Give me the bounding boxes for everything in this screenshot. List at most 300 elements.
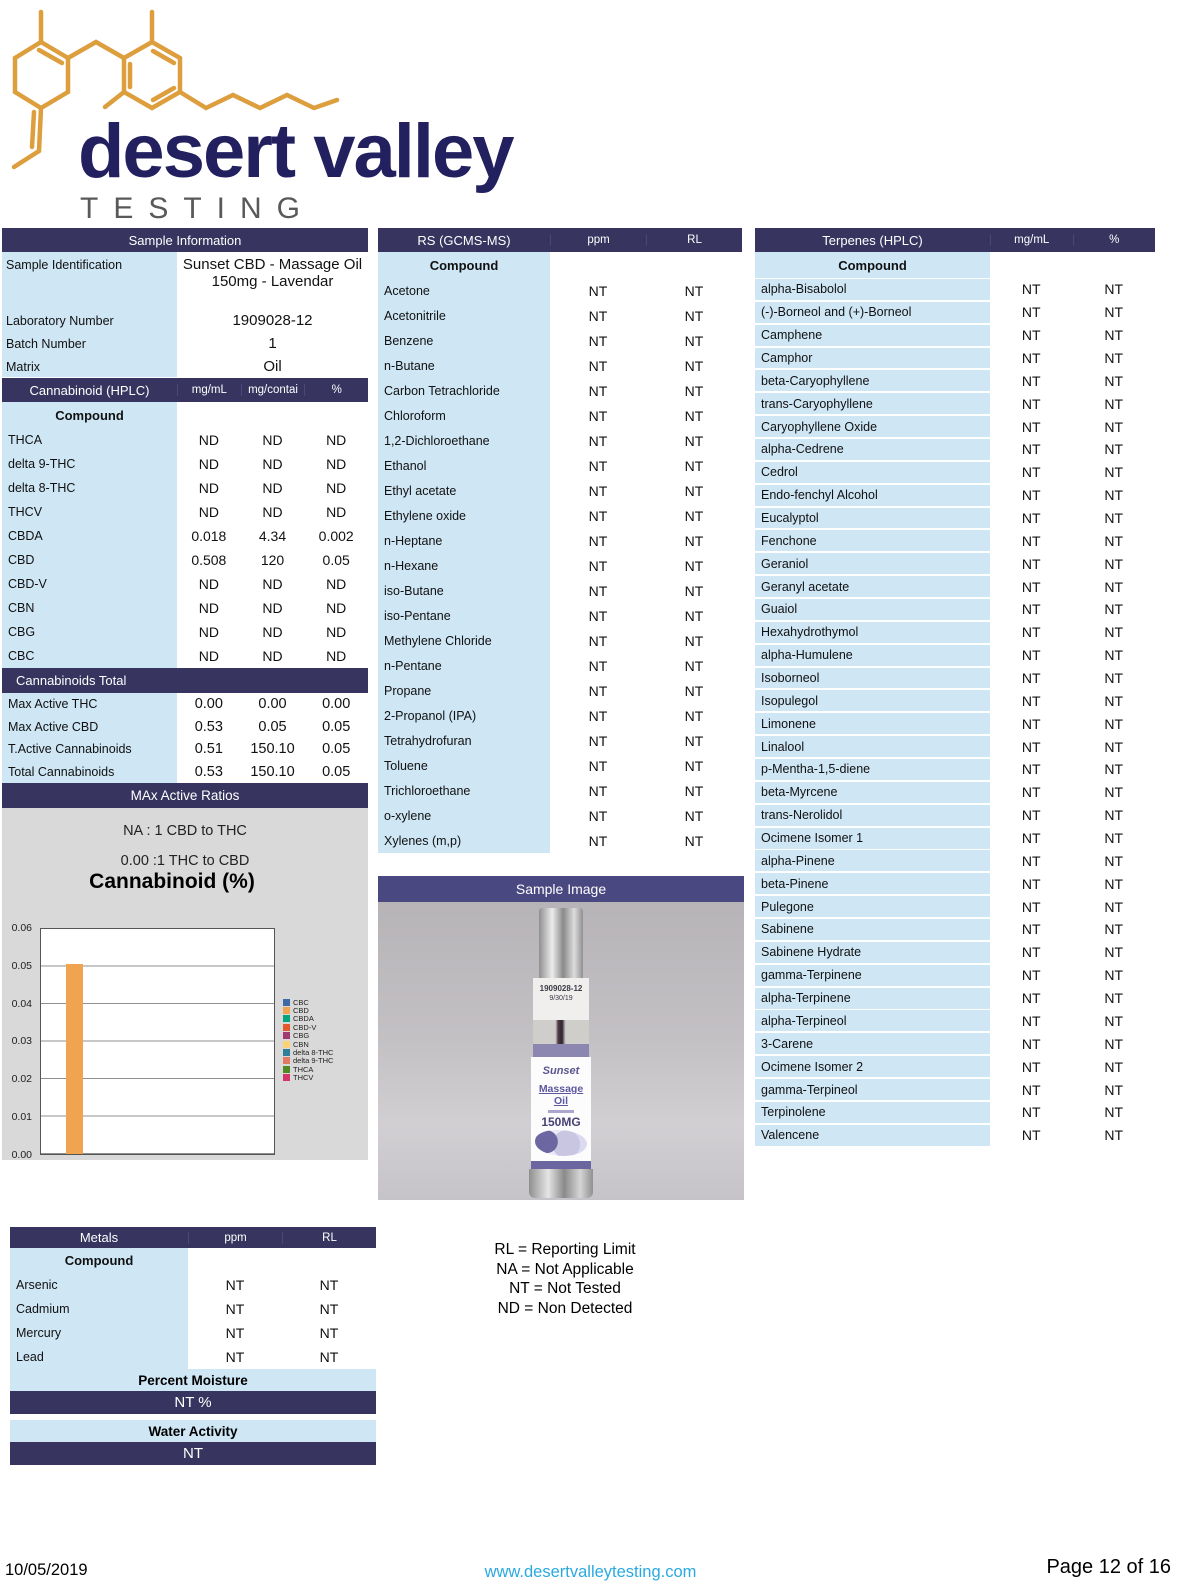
table-row [755, 347, 1155, 370]
mg-ml-cell: ND [198, 456, 219, 472]
chart-plot [40, 928, 275, 1155]
legend-label: CBDA [293, 1014, 314, 1024]
compound-cell: alpha-Cedrene [755, 439, 990, 460]
table-row [755, 598, 1155, 621]
table-row [378, 703, 742, 728]
table-row [378, 528, 742, 553]
abbreviation-line: NA = Not Applicable [496, 1260, 634, 1278]
compound-cell: trans-Nerolidol [755, 805, 990, 826]
table-row [10, 1345, 376, 1369]
mg-container-cell: 150.10 [250, 741, 295, 758]
mg-ml-cell: 0.53 [194, 763, 223, 780]
mg-ml-cell: ND [198, 576, 219, 592]
rl-cell: NT [684, 407, 704, 424]
cannabinoid-subheader [2, 402, 368, 428]
sample-info-row [2, 252, 368, 308]
bottle-date: 9/30/19 [549, 995, 573, 1002]
table-row [755, 712, 1155, 735]
rl-cell: NT [684, 282, 704, 299]
mg-ml-cell: NT [1021, 601, 1041, 618]
sample-info-value: 1 [268, 335, 277, 352]
compound-cell: 3-Carene [755, 1033, 990, 1054]
chart-legend [283, 998, 333, 1082]
compound-cell: Ethyl acetate [378, 478, 550, 503]
table-row [755, 644, 1155, 667]
sample-info-label: Batch Number [2, 331, 177, 354]
ppm-cell: NT [588, 482, 608, 499]
table-row [2, 452, 368, 476]
compound-cell: Geranyl acetate [755, 576, 990, 597]
table-row [755, 941, 1155, 964]
rl-cell: NT [684, 432, 704, 449]
compound-cell: alpha-Pinene [755, 850, 990, 871]
sample-info-value: Oil [263, 358, 282, 375]
percent-cell: NT [1104, 395, 1124, 412]
compound-cell: Fenchone [755, 530, 990, 551]
rl-cell: NT [319, 1325, 339, 1341]
table-row [755, 369, 1155, 392]
ppm-cell: NT [225, 1349, 245, 1365]
col-ppm: ppm [550, 234, 646, 246]
table-row [378, 478, 742, 503]
ppm-cell: NT [588, 432, 608, 449]
percent-cell: NT [1104, 784, 1124, 801]
rl-cell: NT [684, 582, 704, 599]
mg-container-cell: 4.34 [258, 528, 287, 544]
ppm-cell: NT [588, 582, 608, 599]
percent-cell: ND [326, 480, 347, 496]
percent-cell: NT [1104, 1127, 1124, 1144]
mg-ml-cell: ND [198, 600, 219, 616]
chart-title: Cannabinoid (%) [89, 870, 255, 893]
water-activity-value: NT [10, 1442, 376, 1465]
table-row [10, 1297, 376, 1321]
legend-swatch-icon [283, 1049, 290, 1056]
mg-ml-cell: ND [198, 648, 219, 664]
compound-cell: Methylene Chloride [378, 628, 550, 653]
legend-swatch-icon [283, 1041, 290, 1048]
mg-ml-cell: NT [1021, 350, 1041, 366]
percent-cell: NT [1104, 1035, 1124, 1052]
table-row [755, 392, 1155, 415]
compound-cell: delta 8-THC [2, 476, 177, 500]
mg-ml-cell: NT [1021, 464, 1041, 481]
compound-cell: CBG [2, 620, 177, 644]
terpenes-rows [755, 278, 1155, 1147]
table-row [2, 476, 368, 500]
table-row [755, 438, 1155, 461]
mg-ml-cell: NT [1021, 738, 1041, 755]
table-row [755, 895, 1155, 918]
table-row [378, 303, 742, 328]
percent-cell: NT [1104, 555, 1124, 572]
compound-cell: Carbon Tetrachloride [378, 378, 550, 403]
compound-cell: CBDA [2, 524, 177, 548]
metals-table [10, 1227, 376, 1465]
table-row [2, 500, 368, 524]
terpenes-title: Terpenes (HPLC) [822, 232, 923, 248]
mg-ml-cell: NT [1021, 1012, 1041, 1029]
table-row [755, 1078, 1155, 1101]
mg-ml-cell: ND [198, 504, 219, 520]
compound-cell: Camphene [755, 325, 990, 346]
table-row [755, 758, 1155, 781]
percent-cell: NT [1104, 967, 1124, 984]
percent-cell: NT [1104, 990, 1124, 1007]
legend-swatch-icon [283, 1024, 290, 1031]
compound-cell: Sabinene Hydrate [755, 942, 990, 963]
compound-cell: Limonene [755, 713, 990, 734]
mg-ml-cell: NT [1021, 807, 1041, 824]
ppm-cell: NT [588, 282, 608, 299]
table-row [378, 728, 742, 753]
col-rl: RL [282, 1232, 376, 1244]
percent-cell: NT [1104, 487, 1124, 504]
table-row [755, 964, 1155, 987]
percent-cell: 0.05 [322, 741, 351, 758]
residual-solvents-table [378, 228, 742, 853]
table-row [755, 689, 1155, 712]
table-row [755, 1032, 1155, 1055]
table-row [378, 653, 742, 678]
compound-cell: Terpinolene [755, 1102, 990, 1123]
rl-cell: NT [684, 607, 704, 624]
compound-cell: Pulegone [755, 896, 990, 917]
bottle-purple-band [533, 1044, 589, 1057]
chart-bar-CBD [66, 964, 83, 1155]
compound-cell: CBC [2, 644, 177, 668]
mg-ml-cell: ND [198, 624, 219, 640]
mg-ml-cell: 0.51 [194, 741, 223, 758]
col-mg-container: mg/contai [241, 384, 305, 396]
cannabinoid-rows [2, 428, 368, 668]
compound-subheader: Compound [10, 1248, 188, 1273]
compound-cell: Geraniol [755, 553, 990, 574]
compound-cell: Guaiol [755, 599, 990, 620]
percent-cell: NT [1104, 418, 1124, 435]
ppm-cell: NT [588, 332, 608, 349]
total-label-cell: Max Active CBD [2, 716, 177, 739]
bottle-strength: 150MG [541, 1115, 581, 1129]
table-row [378, 278, 742, 303]
table-row [10, 1273, 376, 1297]
mg-ml-cell: NT [1021, 578, 1041, 595]
total-label-cell: Total Cannabinoids [2, 761, 177, 784]
rl-cell: NT [684, 357, 704, 374]
table-row [2, 428, 368, 452]
page-number: Page 12 of 16 [1046, 1556, 1171, 1578]
compound-cell: Ocimene Isomer 2 [755, 1056, 990, 1077]
bottle-label [531, 1057, 591, 1161]
percent-cell: 0.05 [322, 552, 350, 568]
mg-ml-cell: NT [1021, 532, 1041, 549]
compound-cell: alpha-Terpinene [755, 988, 990, 1009]
mg-ml-cell: NT [1021, 898, 1041, 915]
table-row [755, 804, 1155, 827]
percent-cell: 0.05 [322, 763, 351, 780]
mg-container-cell: ND [262, 624, 283, 640]
cannabinoid-table-title: Cannabinoid (HPLC) [29, 382, 150, 398]
table-row [755, 735, 1155, 758]
ppm-cell: NT [588, 657, 608, 674]
ppm-cell: NT [225, 1301, 245, 1317]
mg-ml-cell: NT [1021, 1081, 1041, 1098]
compound-cell: beta-Pinene [755, 873, 990, 894]
rl-cell: NT [684, 757, 704, 774]
mg-ml-cell: 0.508 [191, 552, 227, 568]
bottle-cap [539, 908, 583, 978]
table-row [755, 1101, 1155, 1124]
percent-cell: NT [1104, 830, 1124, 847]
ppm-cell: NT [588, 382, 608, 399]
compound-cell: Chloroform [378, 403, 550, 428]
percent-cell: 0.00 [322, 696, 351, 713]
legend-entry [283, 1074, 333, 1082]
terpenes-subheader [755, 252, 1155, 278]
percent-cell: NT [1104, 647, 1124, 664]
compound-cell: o-xylene [378, 803, 550, 828]
logo [6, 4, 566, 226]
table-row [755, 278, 1155, 301]
ppm-cell: NT [588, 307, 608, 324]
max-active-ratios-header: MAx Active Ratios [2, 783, 368, 808]
sample-information-header [2, 228, 368, 252]
ppm-cell: NT [225, 1277, 245, 1293]
table-row [378, 353, 742, 378]
table-row [755, 529, 1155, 552]
table-row [755, 872, 1155, 895]
table-row [2, 596, 368, 620]
table-row [10, 1321, 376, 1345]
table-row [378, 678, 742, 703]
rl-cell: NT [684, 482, 704, 499]
mg-container-cell: ND [262, 648, 283, 664]
chart-y-axis: 0.06 0.05 0.04 0.03 0.02 0.01 0.00 [11, 922, 32, 1161]
compound-cell: trans-Caryophyllene [755, 393, 990, 414]
compound-cell: n-Butane [378, 353, 550, 378]
rl-cell: NT [319, 1277, 339, 1293]
compound-cell: CBD-V [2, 572, 177, 596]
compound-cell: Ethylene oxide [378, 503, 550, 528]
percent-cell: NT [1104, 350, 1124, 366]
percent-cell: ND [326, 648, 347, 664]
table-row [378, 578, 742, 603]
rl-cell: NT [684, 557, 704, 574]
percent-cell: NT [1104, 1104, 1124, 1121]
table-row [755, 1010, 1155, 1033]
abbreviation-line: ND = Non Detected [497, 1299, 633, 1317]
percent-cell: NT [1104, 761, 1124, 778]
sample-info-row [2, 331, 368, 354]
table-row [755, 621, 1155, 644]
sample-image-header: Sample Image [378, 876, 744, 902]
compound-subheader: Compound [755, 252, 990, 278]
percent-cell: 0.002 [318, 528, 354, 544]
legend-label: CBN [293, 1039, 309, 1049]
ppm-cell: NT [588, 757, 608, 774]
ppm-cell: NT [588, 782, 608, 799]
percent-cell: ND [326, 456, 347, 472]
compound-cell: gamma-Terpinene [755, 965, 990, 986]
metals-subheader [10, 1248, 376, 1273]
table-row [755, 461, 1155, 484]
mg-ml-cell: NT [1021, 1035, 1041, 1052]
percent-cell: NT [1104, 304, 1124, 321]
rl-cell: NT [684, 782, 704, 799]
compound-cell: Eucalyptol [755, 508, 990, 529]
bottle-brand: Sunset [542, 1065, 580, 1077]
table-row [378, 553, 742, 578]
table-row [755, 667, 1155, 690]
sample-info-row [2, 308, 368, 331]
metals-header [10, 1227, 376, 1248]
rs-header [378, 228, 742, 252]
table-row [755, 552, 1155, 575]
table-row [2, 693, 368, 716]
rl-cell: NT [684, 632, 704, 649]
ratio-line: 0.00 :1 THC to CBD [120, 853, 250, 869]
ppm-cell: NT [588, 632, 608, 649]
metals-title: Metals [79, 1230, 119, 1245]
mg-ml-cell: NT [1021, 944, 1041, 961]
mg-ml-cell: NT [1021, 624, 1041, 641]
table-row [378, 828, 742, 853]
legend-swatch-icon [283, 1007, 290, 1014]
percent-moisture-value: NT % [10, 1391, 376, 1414]
sample-info-label: Laboratory Number [2, 308, 177, 331]
compound-cell: 2-Propanol (IPA) [378, 703, 550, 728]
sample-info-label: Sample Identification [2, 252, 177, 308]
compound-cell: iso-Butane [378, 578, 550, 603]
rl-cell: NT [684, 507, 704, 524]
percent-cell: NT [1104, 464, 1124, 481]
compound-cell: Acetonitrile [378, 303, 550, 328]
col-rl: RL [646, 234, 742, 246]
table-row [378, 778, 742, 803]
compound-cell: alpha-Humulene [755, 645, 990, 666]
table-row [755, 918, 1155, 941]
cannabinoid-table [2, 378, 368, 668]
compound-cell: Endo-fenchyl Alcohol [755, 485, 990, 506]
percent-cell: NT [1104, 510, 1124, 527]
report-date: 10/05/2019 [5, 1561, 88, 1579]
percent-cell: NT [1104, 441, 1124, 458]
percent-cell: NT [1104, 281, 1124, 298]
compound-cell: n-Hexane [378, 553, 550, 578]
bottle-floral-graphic [535, 1130, 587, 1156]
mg-ml-cell: 0.018 [191, 528, 227, 544]
table-row [378, 503, 742, 528]
mg-ml-cell: NT [1021, 875, 1041, 892]
mg-ml-cell: 0.53 [194, 718, 223, 735]
mg-container-cell: ND [262, 456, 283, 472]
legend-swatch-icon [283, 1032, 290, 1039]
compound-cell: Camphor [755, 348, 990, 369]
rl-cell: NT [684, 657, 704, 674]
table-row [378, 403, 742, 428]
cannabinoids-total-table [2, 693, 368, 783]
compound-cell: Toluene [378, 753, 550, 778]
ppm-cell: NT [588, 682, 608, 699]
compound-cell: Benzene [378, 328, 550, 353]
mg-ml-cell: 0.00 [194, 696, 223, 713]
mg-ml-cell: ND [198, 480, 219, 496]
legend-label: CBD-V [293, 1022, 317, 1032]
compound-cell: Valencene [755, 1125, 990, 1146]
percent-cell: NT [1104, 601, 1124, 618]
percent-cell: NT [1104, 624, 1124, 641]
compound-cell: CBN [2, 596, 177, 620]
mg-ml-cell: NT [1021, 304, 1041, 321]
percent-cell: NT [1104, 738, 1124, 755]
ratio-line: NA : 1 CBD to THC [123, 823, 247, 839]
legend-label: THCV [293, 1073, 314, 1083]
mg-ml-cell: ND [198, 432, 219, 448]
mg-ml-cell: NT [1021, 1127, 1041, 1144]
mg-ml-cell: NT [1021, 327, 1041, 344]
mg-container-cell: 120 [260, 552, 285, 568]
table-row [2, 761, 368, 784]
mg-container-cell: 0.05 [258, 718, 287, 735]
table-row [755, 987, 1155, 1010]
rs-subheader [378, 252, 742, 278]
legend-swatch-icon [283, 1057, 290, 1064]
percent-cell: ND [326, 600, 347, 616]
ppm-cell: NT [588, 832, 608, 849]
rl-cell: NT [684, 332, 704, 349]
table-row [755, 507, 1155, 530]
mg-ml-cell: NT [1021, 990, 1041, 1007]
compound-cell: delta 9-THC [2, 452, 177, 476]
ratio-lines [2, 808, 368, 876]
mg-container-cell: 150.10 [250, 763, 295, 780]
legend-label: CBD [293, 1006, 309, 1016]
chart-section [2, 808, 368, 1160]
legend-swatch-icon [283, 1066, 290, 1073]
compound-cell: Lead [10, 1345, 188, 1369]
mg-container-cell: ND [262, 504, 283, 520]
mg-ml-cell: NT [1021, 647, 1041, 664]
abbreviation-line: RL = Reporting Limit [494, 1241, 636, 1258]
terpenes-header [755, 228, 1155, 252]
compound-cell: n-Heptane [378, 528, 550, 553]
legend-label: delta 8-THC [293, 1048, 334, 1058]
percent-cell: NT [1104, 1012, 1124, 1029]
mg-container-cell: ND [262, 480, 283, 496]
bottle-bottom-strip [531, 1161, 591, 1169]
compound-cell: Xylenes (m,p) [378, 828, 550, 853]
terpenes-table [755, 228, 1155, 1147]
ppm-cell: NT [588, 557, 608, 574]
brand-subtitle: TESTING [80, 192, 316, 225]
website-link[interactable]: www.desertvalleytesting.com [484, 1563, 697, 1581]
table-row [755, 849, 1155, 872]
ppm-cell: NT [588, 707, 608, 724]
rl-cell: NT [684, 807, 704, 824]
mg-container-cell: ND [262, 432, 283, 448]
compound-cell: (-)-Borneol and (+)-Borneol [755, 302, 990, 323]
table-row [2, 738, 368, 761]
compound-cell: alpha-Terpineol [755, 1010, 990, 1031]
ppm-cell: NT [225, 1325, 245, 1341]
table-row [378, 378, 742, 403]
rl-cell: NT [684, 532, 704, 549]
ppm-cell: NT [588, 732, 608, 749]
compound-cell: iso-Pentane [378, 603, 550, 628]
total-label-cell: T.Active Cannabinoids [2, 738, 177, 761]
legend-swatch-icon [283, 1074, 290, 1081]
mg-ml-cell: NT [1021, 670, 1041, 687]
